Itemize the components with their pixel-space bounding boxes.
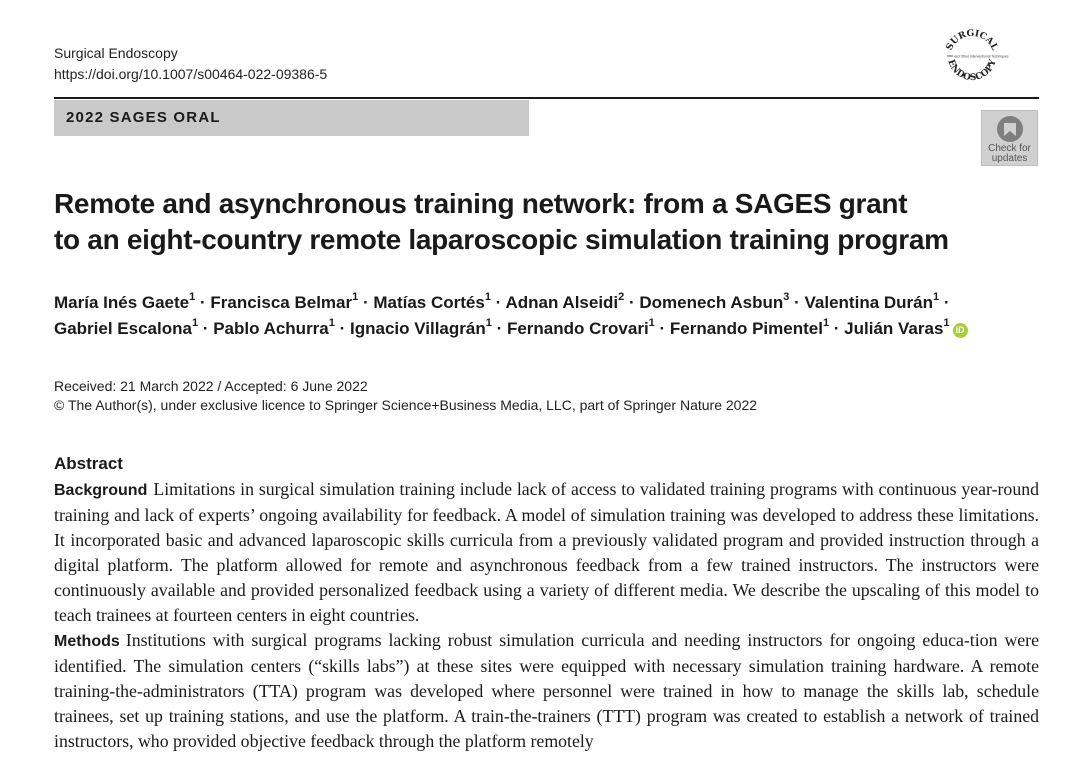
methods-text: Institutions with surgical programs lacking robust simulation curricula and needing instructors for ongoing educa-tion were identified. The simulation centers (“skills labs”) at these sites were equipped with necessary simulation training hardware. A remote training-the-administrators (TTA) program was developed where personnel were trained in how to manage the skills lab, schedule trainees, set up training stations, and use the platform. A train-the-trainers (TTT) program was created to establish a network of trained instructors, who provided objective feedback through the platform remotely: [54, 630, 1039, 751]
doi-link[interactable]: https://doi.org/10.1007/s00464-022-09386-5: [54, 66, 328, 82]
author[interactable]: Francisca Belmar$^1$: [210, 291, 359, 312]
author[interactable]: Fernando Crovari$^1$: [506, 317, 655, 338]
abstract-background: [54, 477, 1039, 628]
logo-bottom-text: ENDOSCOPY: [945, 58, 999, 84]
author[interactable]: Pablo Achurra$^1$: [213, 317, 335, 338]
abstract-methods: [54, 628, 1039, 754]
background-text: Limitations in surgical simulation training include lack of access to validated training programs with continuous year-round training and lack of experts’ ongoing availability for feedback. A model of simulation training was developed to address these limitations. It incorporated basic and advanced laparoscopic skills curricula from a previously validated program and provided instruction through a digital platform. The platform allowed for remote and asynchronous feedback from a few trained instructors. The instructors were continuously available and provided personalized feedback using a variety of different media. We describe the upscaling of this model to teach trainees at fourteen centers in eight countries.: [54, 479, 1039, 625]
journal-name: Surgical Endoscopy: [54, 45, 178, 61]
author[interactable]: Gabriel Escalona$^1$: [54, 317, 199, 338]
author[interactable]: Matías Cortés$^1$: [373, 291, 491, 312]
check-updates-line1: Check for: [988, 143, 1031, 154]
title-line-1: Remote and asynchronous training network: from a SAGES grant: [54, 188, 908, 219]
author[interactable]: Valentina Durán$^1$: [804, 291, 940, 312]
journal-logo: [940, 24, 1044, 88]
check-updates-line2: updates: [991, 153, 1028, 164]
author[interactable]: Adnan Alseidi$^2$: [505, 291, 625, 312]
orcid-icon[interactable]: iD: [953, 323, 968, 338]
article-type-banner: 2022 SAGES ORAL: [54, 100, 529, 136]
author[interactable]: María Inés Gaete$^1$: [54, 291, 196, 312]
journal-info: [54, 43, 327, 85]
header-rule: [54, 97, 1039, 99]
abstract-body: [54, 477, 1039, 754]
title-line-2: to an eight-country remote laparoscopic simulation training program: [54, 224, 949, 255]
paper-title: [54, 186, 1044, 258]
crossmark-icon: [995, 114, 1025, 144]
check-for-updates-button[interactable]: [981, 110, 1038, 166]
author-list: María Inés Gaete$^1$ · Francisca Belmar$^1$ · Matías Cortés$^1$ · Adnan Alseidi$^2$ · Domenech Asbun$^3$ · Valentina Durán$^1$ · Gabriel Escalona$^1$ · Pablo Achurra$^1$ · Ignacio Villagrán$^1$ · Fernando Crovari$^1$ · Fernando Pimentel$^1$ · Julián Varas$^1$iD: [54, 290, 1044, 342]
logo-top-text: SURGICAL: [944, 28, 1000, 53]
copyright-notice: © The Author(s), under exclusive licence to Springer Science+Business Media, LLC, part of Springer Nature 2022: [54, 397, 758, 413]
author[interactable]: Domenech Asbun$^3$: [639, 291, 790, 312]
publication-dates: [54, 377, 757, 415]
logo-small-text: and Other Interventional Techniques: [954, 54, 1009, 59]
author[interactable]: Ignacio Villagrán$^1$: [350, 317, 492, 338]
methods-label: Methods: [54, 633, 120, 650]
received-accepted: Received: 21 March 2022 / Accepted: 6 June 2022: [54, 378, 368, 394]
author[interactable]: Fernando Pimentel$^1$: [669, 317, 830, 338]
abstract-heading: Abstract: [54, 454, 123, 473]
author[interactable]: Julián Varas$^1$: [844, 317, 950, 338]
background-label: Background: [54, 482, 148, 499]
